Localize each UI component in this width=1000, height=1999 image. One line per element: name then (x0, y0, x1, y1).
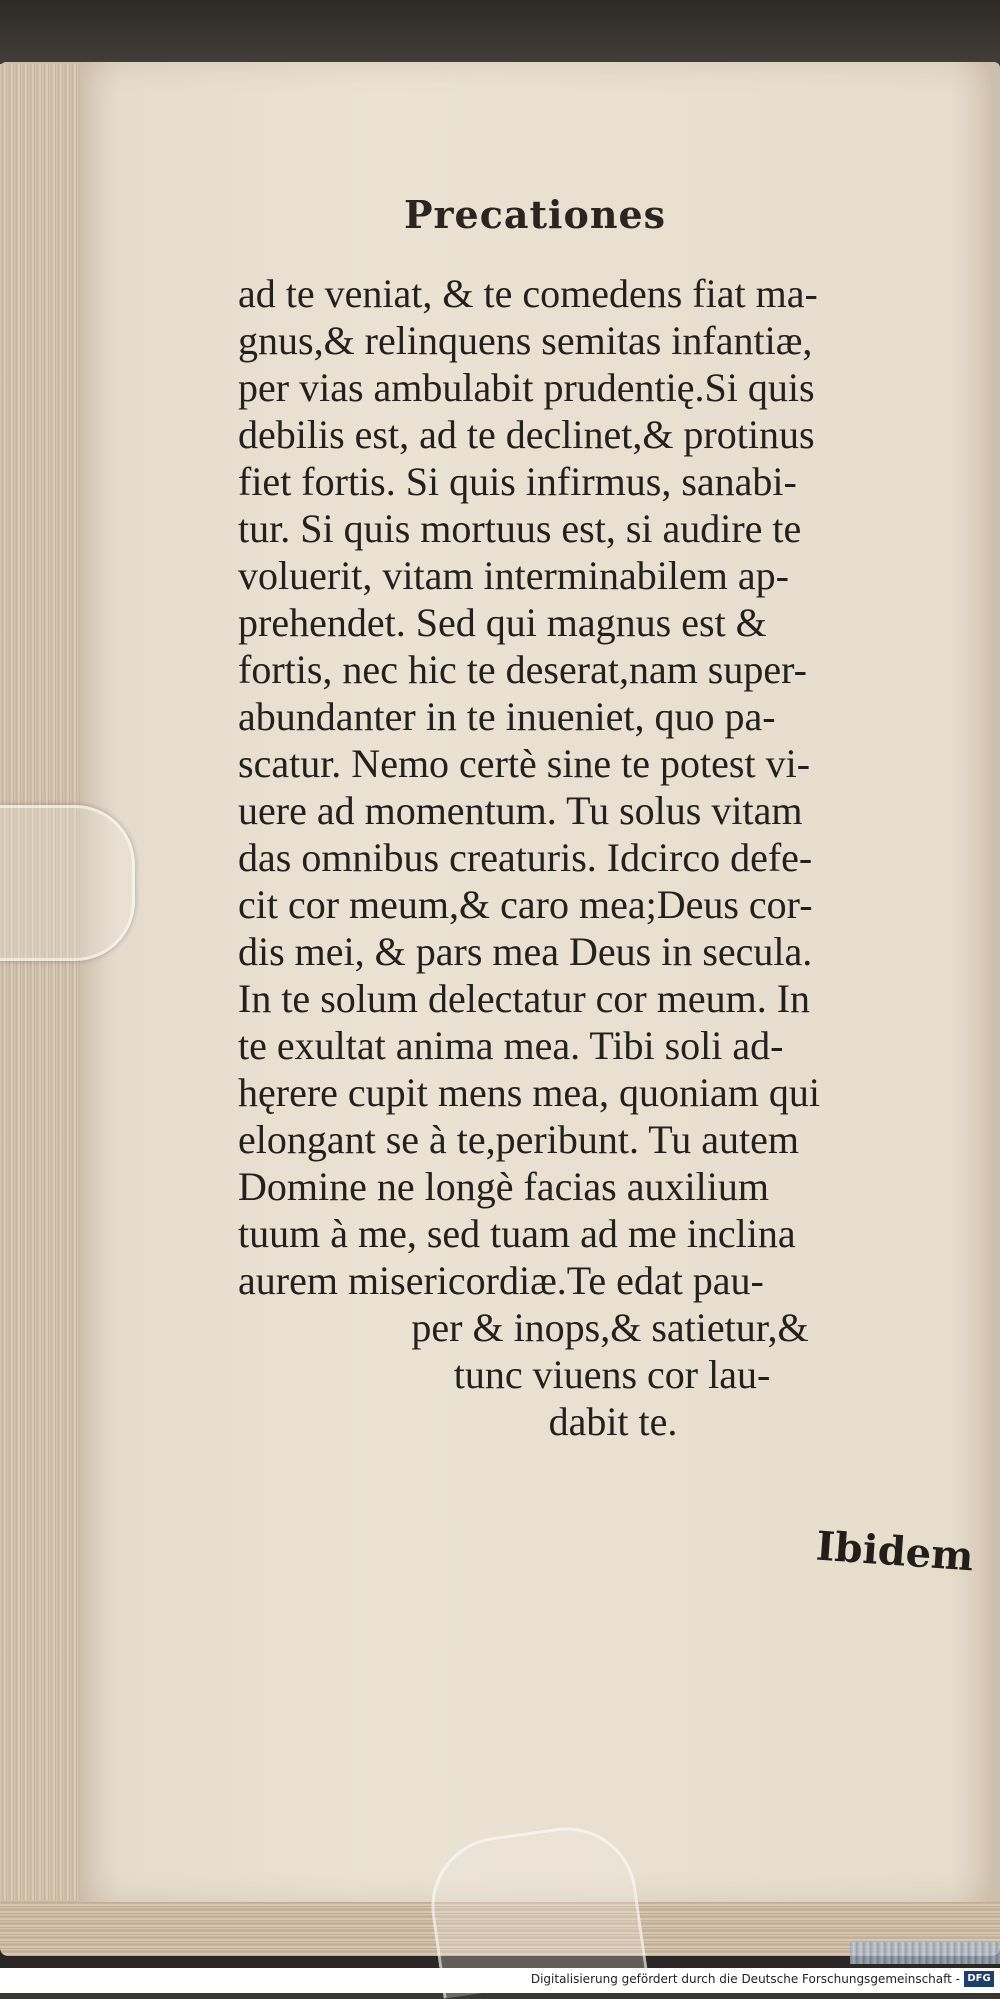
text-line: tuum à me, sed tuam ad me inclina (238, 1211, 796, 1256)
dfg-logo: DFG (964, 1971, 994, 1987)
text-line: das omnibus creaturis. Idcirco defe- (238, 835, 813, 880)
closing-line: per & inops,& satietur,& (411, 1305, 809, 1350)
text-line: uere ad momentum. Tu solus vitam (238, 788, 803, 833)
library-stamp (850, 1942, 1000, 1964)
running-header: Precationes (403, 192, 667, 237)
text-line: voluerit, vitam interminabilem ap- (238, 553, 789, 598)
text-line: te exultat anima mea. Tibi soli ad- (238, 1023, 784, 1068)
text-line: Domine ne longè facias auxilium (238, 1164, 769, 1209)
text-line: fortis, nec hic te deserat,nam super- (238, 647, 807, 692)
text-line: debilis est, ad te declinet,& protinus (238, 412, 815, 457)
text-line: abundanter in te inueniet, quo pa- (238, 694, 776, 739)
page-edges (0, 64, 84, 1934)
catchword: Ibidem (814, 1522, 976, 1581)
text-line: gnus,& relinquens semitas infantiæ, (238, 318, 813, 363)
text-line: hęrere cupit mens mea, quoniam qui (238, 1070, 821, 1115)
text-line: prehendet. Sed qui magnus est & (238, 600, 767, 645)
text-line: cit cor meum,& caro mea;Deus cor- (238, 882, 813, 927)
closing-line: tunc viuens cor lau- (453, 1352, 771, 1397)
text-line: ad te veniat, & te comedens fiat ma- (238, 271, 818, 316)
text-line: tur. Si quis mortuus est, si audire te (238, 506, 802, 551)
text-line: per vias ambulabit prudentię.Si quis (238, 365, 815, 410)
funding-credit: Digitalisierung gefördert durch die Deutsche Forschungsgemeinschaft - (530, 1972, 960, 1986)
glass-clip-left (0, 805, 135, 961)
text-line: dis mei, & pars mea Deus in secula. (238, 929, 813, 974)
closing-line: dabit te. (548, 1399, 678, 1444)
text-line: scatur. Nemo certè sine te potest vi- (238, 741, 811, 786)
text-line: fiet fortis. Si quis infirmus, sanabi- (238, 459, 797, 504)
body-text (232, 270, 972, 1445)
text-line: aurem misericordiæ.Te edat pau- (238, 1258, 764, 1303)
text-line: elongant se à te,peribunt. Tu autem (238, 1117, 800, 1162)
text-line: In te solum delectatur cor meum. In (238, 976, 811, 1021)
